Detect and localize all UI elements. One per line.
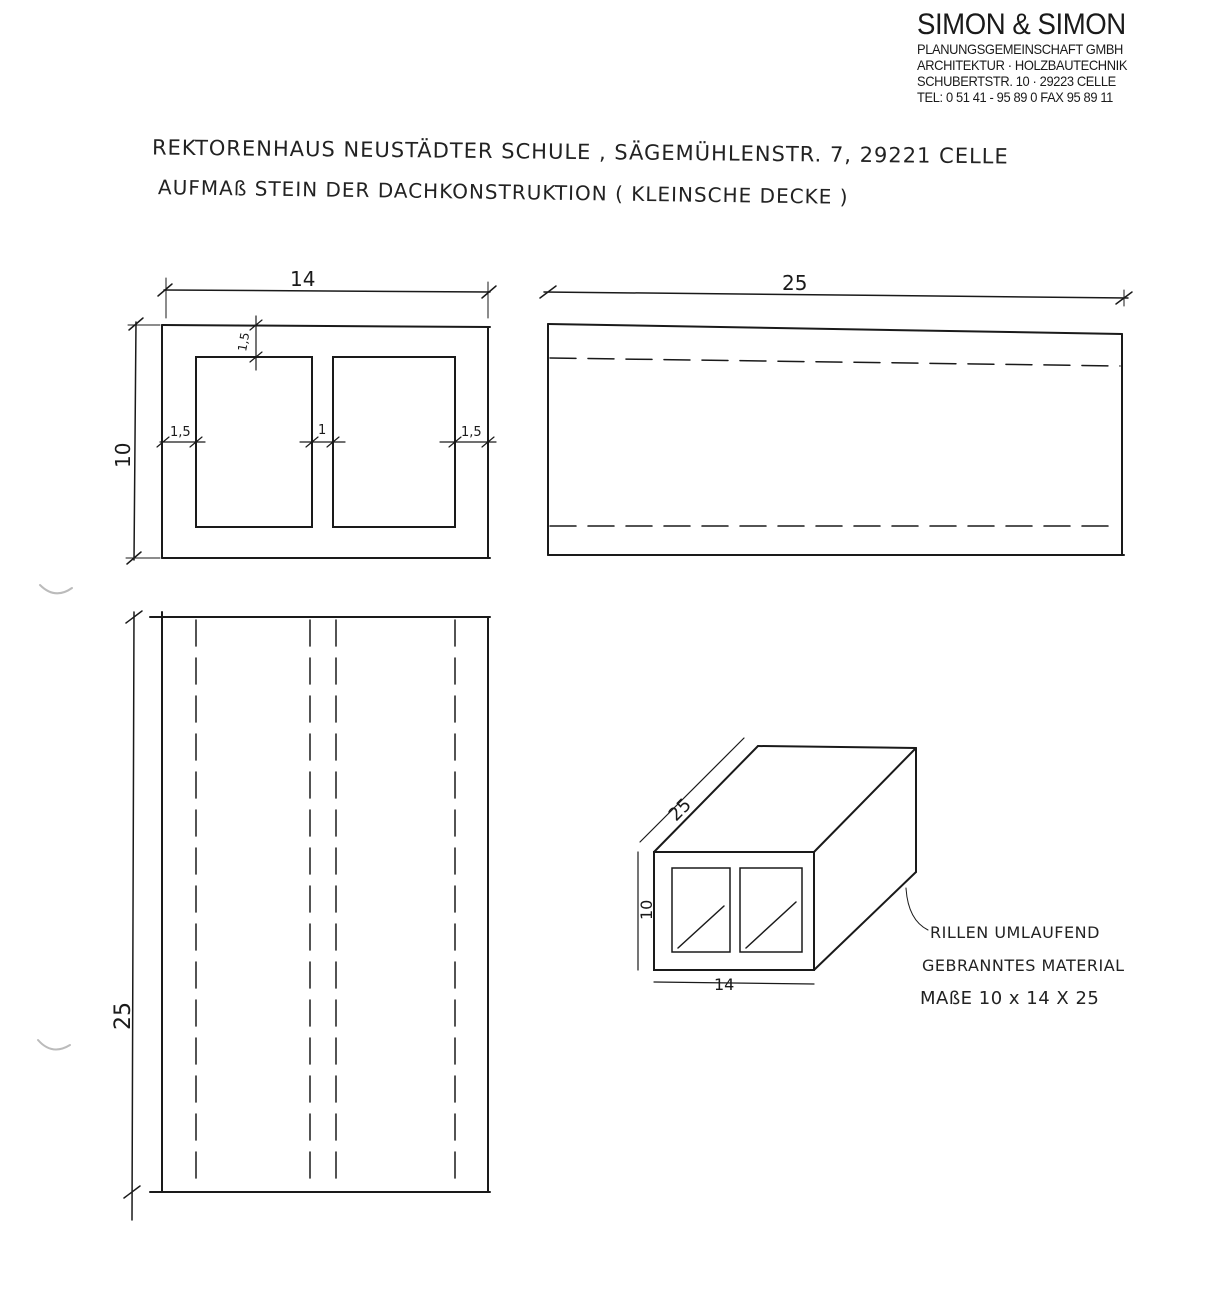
note-dimensions: MAßE 10 x 14 X 25 (920, 988, 1100, 1009)
binder-hole-top (40, 585, 72, 593)
front-cavity-left (196, 357, 312, 527)
company-line-3: SCHUBERTSTR. 10 · 29223 CELLE (917, 73, 1116, 89)
top-wall-label: 1,5 (235, 331, 253, 353)
note-leader-line (906, 888, 928, 930)
iso-width-label: 14 (714, 975, 735, 994)
iso-cavity-hatch-right (746, 902, 796, 948)
note-material: GEBRANNTES MATERIAL (922, 956, 1125, 975)
iso-front-cavity-left (672, 868, 730, 952)
middle-wall-label: 1 (318, 423, 327, 438)
side-length-label: 25 (782, 271, 808, 295)
side-length-dim-line (544, 292, 1128, 298)
iso-cavity-hatch-left (678, 906, 724, 948)
side-view (540, 286, 1132, 555)
right-wall-label: 1,5 (461, 425, 482, 440)
company-line-4: TEL: 0 51 41 - 95 89 0 FAX 95 89 11 (917, 89, 1113, 105)
title-line-2: AUFMAß STEIN DER DACHKONSTRUKTION ( KLEINSCHE DECKE ) (157, 175, 849, 209)
top-view (124, 611, 490, 1220)
side-hidden-line-top (550, 358, 1120, 366)
front-width-dim-line (164, 290, 490, 292)
front-cavity-right (333, 357, 455, 527)
binder-hole-bottom (38, 1040, 70, 1049)
iso-length-dim-line (640, 738, 744, 842)
company-name: SIMON & SIMON (917, 8, 1126, 41)
iso-top-left-edge (654, 746, 758, 852)
top-length-label: 25 (111, 1002, 136, 1030)
iso-top-right-edge (814, 748, 916, 852)
iso-view (638, 738, 928, 984)
iso-length-label: 25 (664, 794, 696, 826)
iso-front-cavity-right (740, 868, 802, 952)
front-height-label: 10 (111, 442, 135, 468)
front-view (126, 278, 496, 564)
iso-right-bottom-edge (814, 872, 916, 970)
iso-top-back-edge (758, 746, 916, 748)
iso-height-label: 10 (637, 899, 656, 920)
front-outline-top (162, 325, 490, 327)
company-line-2: ARCHITEKTUR · HOLZBAUTECHNIK (917, 57, 1128, 73)
front-width-label: 14 (290, 267, 316, 291)
front-height-dim-line (134, 322, 136, 560)
company-line-1: PLANUNGSGEMEINSCHAFT GMBH (917, 41, 1123, 57)
note-grooves: RILLEN UMLAUFEND (930, 923, 1100, 942)
side-outline-top (548, 324, 1122, 334)
title-line-1: REKTORENHAUS NEUSTÄDTER SCHULE , SÄGEMÜHLENSTR. 7, 29221 CELLE (151, 135, 1009, 169)
top-length-dim-line (132, 612, 134, 1220)
left-wall-label: 1,5 (170, 425, 191, 440)
